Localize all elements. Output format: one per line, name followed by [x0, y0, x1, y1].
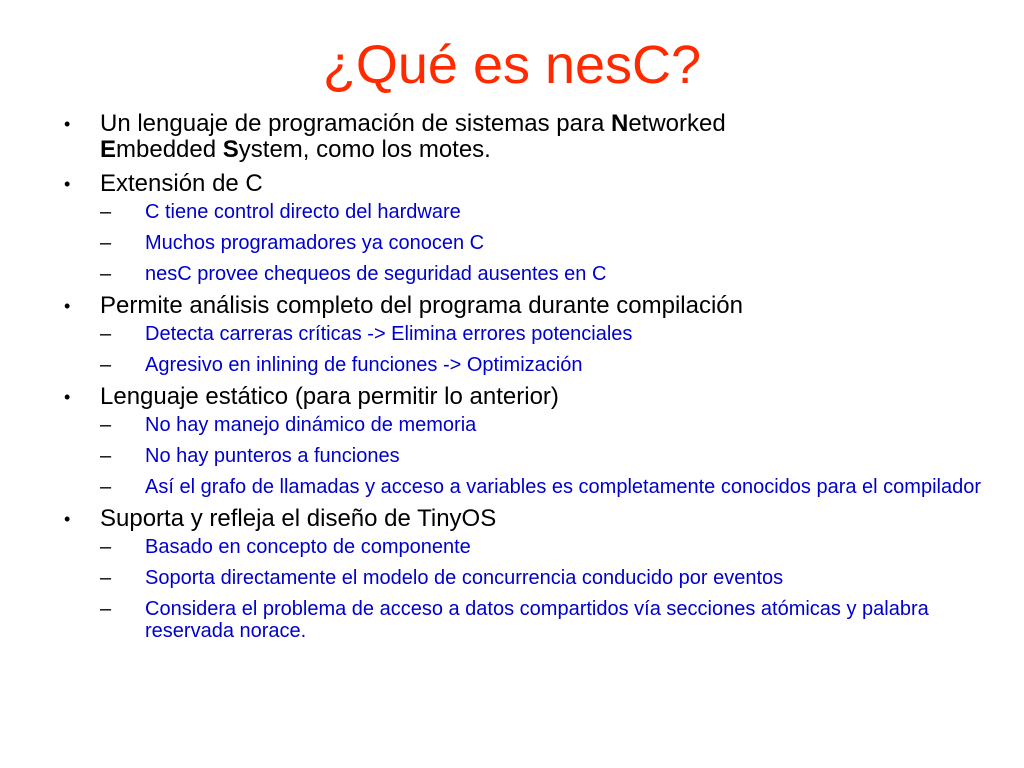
- bullet-marker: •: [64, 114, 71, 134]
- sub-bullet-text: No hay manejo dinámico de memoria: [145, 414, 477, 436]
- bullet-text: Suporta y refleja el diseño de TinyOS: [100, 505, 497, 532]
- sub-bullet-text: Muchos programadores ya conocen C: [145, 232, 485, 254]
- sub-bullet-text: Así el grafo de llamadas y acceso a variables es completamente conocidos para el compilador: [145, 476, 981, 498]
- sub-bullet-item: [92, 232, 1004, 254]
- sub-bullet-item: [92, 323, 1004, 345]
- sub-bullet-marker: –: [100, 414, 112, 436]
- sub-bullet-item: [92, 445, 1004, 467]
- sub-bullet-text: Detecta carreras críticas -> Elimina errores potenciales: [145, 323, 633, 345]
- sub-bullet-marker: –: [100, 201, 112, 223]
- sub-bullet-item: [92, 476, 1004, 498]
- sub-bullet-item: [92, 598, 1004, 642]
- sub-bullet-list: [92, 414, 1004, 498]
- sub-bullet-text: Considera el problema de acceso a datos compartidos vía secciones atómicas y palabra reservada norace.: [145, 598, 929, 642]
- bullet-marker: •: [64, 174, 71, 194]
- sub-bullet-item: [92, 354, 1004, 376]
- sub-bullet-text: nesC provee chequeos de seguridad ausentes en C: [145, 263, 607, 285]
- sub-bullet-marker: –: [100, 323, 112, 345]
- slide-title: ¿Qué es nesC?: [322, 35, 702, 95]
- sub-bullet-list: [92, 536, 1004, 642]
- bullet-item: [64, 293, 1004, 376]
- sub-bullet-item: [92, 567, 1004, 589]
- sub-bullet-item: [92, 201, 1004, 223]
- sub-bullet-list: [92, 323, 1004, 376]
- bullet-item: [64, 384, 1004, 498]
- sub-bullet-item: [92, 536, 1004, 558]
- bullet-marker: •: [64, 509, 71, 529]
- sub-bullet-list: [92, 201, 1004, 285]
- sub-bullet-text: C tiene control directo del hardware: [145, 201, 461, 223]
- sub-bullet-marker: –: [100, 567, 112, 589]
- sub-bullet-marker: –: [100, 263, 112, 285]
- sub-bullet-text: Agresivo en inlining de funciones -> Optimización: [145, 354, 583, 376]
- bullet-marker: •: [64, 296, 71, 316]
- bullet-item: [64, 171, 1004, 285]
- sub-bullet-item: [92, 414, 1004, 436]
- bullet-item: [64, 506, 1004, 642]
- sub-bullet-text: Basado en concepto de componente: [145, 536, 471, 558]
- bullet-text: Un lenguaje de programación de sistemas para Networked Embedded System, como los motes.: [100, 110, 726, 163]
- sub-bullet-marker: –: [100, 232, 112, 254]
- sub-bullet-marker: –: [100, 354, 112, 376]
- sub-bullet-marker: –: [100, 476, 112, 498]
- sub-bullet-text: No hay punteros a funciones: [145, 445, 400, 467]
- sub-bullet-marker: –: [100, 536, 112, 558]
- bullet-marker: •: [64, 387, 71, 407]
- bullet-text: Extensión de C: [100, 170, 263, 197]
- sub-bullet-marker: –: [100, 598, 112, 620]
- sub-bullet-item: [92, 263, 1004, 285]
- bullet-list: [64, 111, 1004, 642]
- sub-bullet-marker: –: [100, 445, 112, 467]
- bullet-text: Permite análisis completo del programa durante compilación: [100, 292, 743, 319]
- bullet-text: Lenguaje estático (para permitir lo anterior): [100, 383, 559, 410]
- sub-bullet-text: Soporta directamente el modelo de concurrencia conducido por eventos: [145, 567, 784, 589]
- bullet-item: [64, 111, 1004, 163]
